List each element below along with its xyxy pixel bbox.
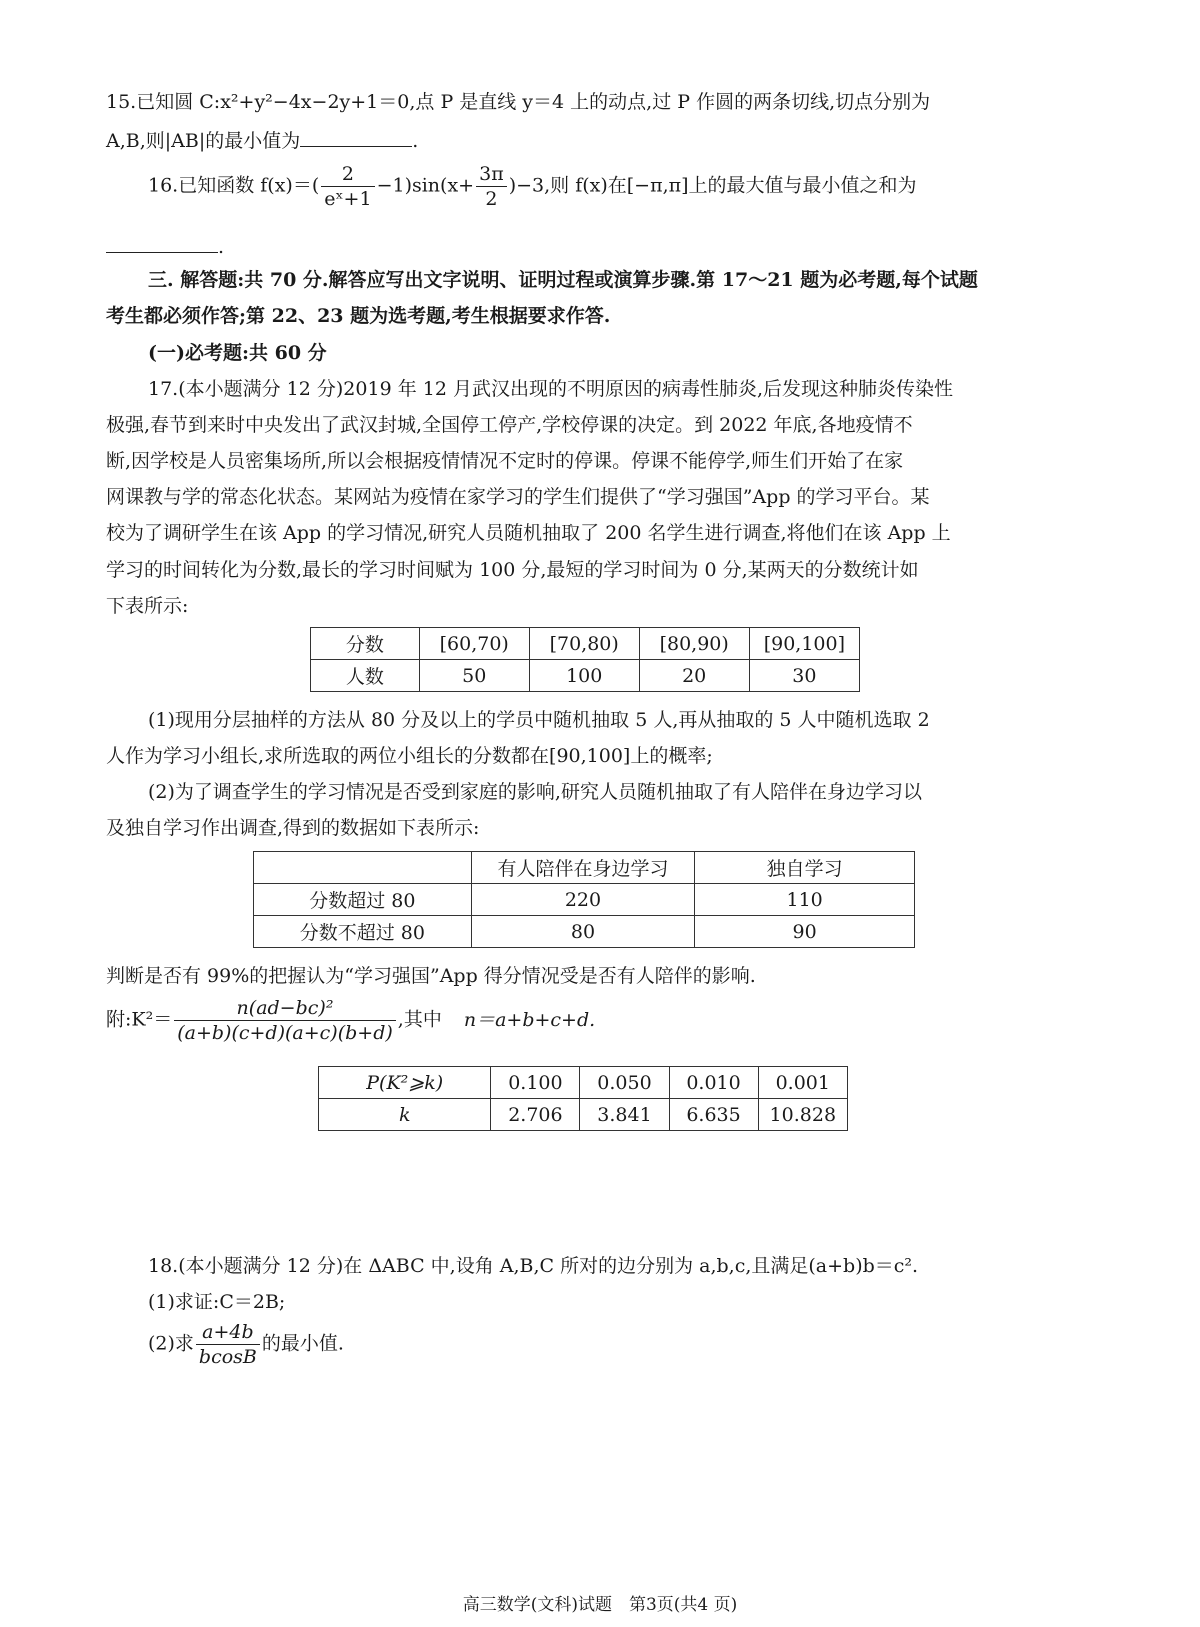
formula-denominator: (a+b)(c+d)(a+c)(b+d) [177,1022,393,1044]
q15-line2-end: . [412,130,419,152]
q17-part1-line: (1)现用分层抽样的方法从 80 分及以上的学员中随机抽取 5 人,再从抽取的 5 人中随机选取 2 [148,709,930,731]
q17-line: 网课教与学的常态化状态。某网站为疫情在家学习的学生们提供了“学习强国”App 的学习平台。某 [106,486,930,508]
page-footer: 高三数学(文科)试题 第3页(共4 页) [462,1595,738,1615]
table-cell: 30 [749,660,859,692]
table-row [254,916,915,948]
q16-line1 [148,162,917,211]
q16-fraction-1 [321,162,374,211]
table-cell: 80 [471,916,695,948]
q18-part2-pre: (2)求 [148,1332,194,1355]
q16-frac1-den: eˣ+1 [324,188,372,210]
q16-fraction-2 [476,162,507,211]
q17-line: 校为了调研学生在该 App 的学习情况,研究人员随机抽取了 200 名学生进行调查,将他们在该 App 上 [106,522,951,544]
k-squared-formula [106,996,595,1045]
q18-part1: (1)求证:C＝2B; [148,1291,286,1313]
table-cell: 3.841 [580,1099,669,1131]
critical-value-table [318,1066,848,1131]
table-cell: 分数 [311,628,420,660]
q16-frac2-num: 3π [476,162,507,187]
table-row [319,1067,848,1099]
q18-fraction [196,1320,260,1369]
companion-contingency-table [253,851,915,948]
table-cell: 100 [529,660,639,692]
q17-line: 极强,春节到来时中央发出了武汉封城,全国停工停产,学校停课的决定。到 2022 年底,各地疫情不 [106,414,913,436]
table-row [311,660,860,692]
table-cell: k [319,1099,491,1131]
table-row [254,884,915,916]
table-cell: [80,90) [639,628,749,660]
q15-line2-text: A,B,则|AB|的最小值为 [106,130,301,152]
table-cell: 10.828 [758,1099,847,1131]
q17-line: 学习的时间转化为分数,最长的学习时间赋为 100 分,最短的学习时间为 0 分,某两天的分数统计如 [106,559,919,581]
table-cell: 0.001 [758,1067,847,1099]
table-cell: 110 [695,884,915,916]
formula-suffix: ,其中 [397,1008,442,1031]
table-row [254,852,915,884]
section3-subheading: (一)必考题:共 60 分 [148,342,327,364]
q17-part1-line: 人作为学习小组长,求所选取的两位小组长的分数都在[90,100]上的概率; [106,745,713,767]
table-cell: [60,70) [419,628,529,660]
q17-line: 下表所示: [106,595,189,617]
q18-frac-num: a+4b [196,1320,260,1345]
q16-frac2-den: 2 [485,188,498,210]
table-cell: 分数超过 80 [254,884,472,916]
table-row [319,1099,848,1131]
table-cell: 0.100 [491,1067,580,1099]
section3-heading-line2: 考生都必须作答;第 22、23 题为选考题,考生根据要求作答. [106,305,611,327]
q16-frac1-num: 2 [321,162,374,187]
table-cell: 有人陪伴在身边学习 [471,852,695,884]
table-cell: 220 [471,884,695,916]
formula-fraction [174,996,396,1045]
q16-pre: 16.已知函数 f(x)＝( [148,174,320,197]
q18-part2-post: 的最小值. [261,1332,344,1355]
answer-blank-16[interactable] [106,232,218,253]
q15-line2 [106,126,1096,155]
table-cell: 50 [419,660,529,692]
table-cell: [90,100] [749,628,859,660]
table-cell: 分数不超过 80 [254,916,472,948]
q16-mid: −1)sin(x+ [376,174,475,197]
formula-numerator: n(ad−bc)² [174,996,396,1021]
q17-line: 断,因学校是人员密集场所,所以会根据疫情情况不定时的停课。停课不能停学,师生们开始了在家 [106,450,904,472]
table-cell: 人数 [311,660,420,692]
table-cell: 20 [639,660,749,692]
q15-line1: 15.已知圆 C:x²+y²−4x−2y+1＝0,点 P 是直线 y＝4 上的动点,过 P 作圆的两条切线,切点分别为 [106,91,931,113]
formula-where: n＝a+b+c+d. [463,1008,596,1031]
table-cell: 0.010 [669,1067,758,1099]
table-cell: [70,80) [529,628,639,660]
q17-judge-line: 判断是否有 99%的把握认为“学习强国”App 得分情况受是否有人陪伴的影响. [106,965,756,987]
q18-frac-den: bcosB [198,1346,257,1368]
q17-part2-line: (2)为了调查学生的学习情况是否受到家庭的影响,研究人员随机抽取了有人陪伴在身边学习以 [148,781,922,803]
table-cell: 0.050 [580,1067,669,1099]
table-cell: 6.635 [669,1099,758,1131]
q16-post: )−3,则 f(x)在[−π,π]上的最大值与最小值之和为 [508,174,917,197]
q18-line1: 18.(本小题满分 12 分)在 ΔABC 中,设角 A,B,C 所对的边分别为 a,b,c,且满足(a+b)b＝c². [148,1255,919,1277]
answer-blank-15[interactable] [300,126,412,147]
table-cell: 90 [695,916,915,948]
formula-prefix: 附:K²＝ [106,1008,173,1031]
score-distribution-table [310,627,860,692]
section3-heading-line1: 三. 解答题:共 70 分.解答应写出文字说明、证明过程或演算步骤.第 17～21 题为必考题,每个试题 [148,269,978,291]
q16-line2-end: . [218,236,225,258]
q16-line2 [106,232,1096,261]
table-cell: 2.706 [491,1099,580,1131]
table-cell: P(K²⩾k) [319,1067,491,1099]
table-cell: 独自学习 [695,852,915,884]
q17-part2-line: 及独自学习作出调查,得到的数据如下表所示: [106,817,480,839]
table-row [311,628,860,660]
q17-line: 17.(本小题满分 12 分)2019 年 12 月武汉出现的不明原因的病毒性肺炎,后发现这种肺炎传染性 [148,378,953,400]
table-cell [254,852,472,884]
q18-part2 [148,1320,344,1369]
